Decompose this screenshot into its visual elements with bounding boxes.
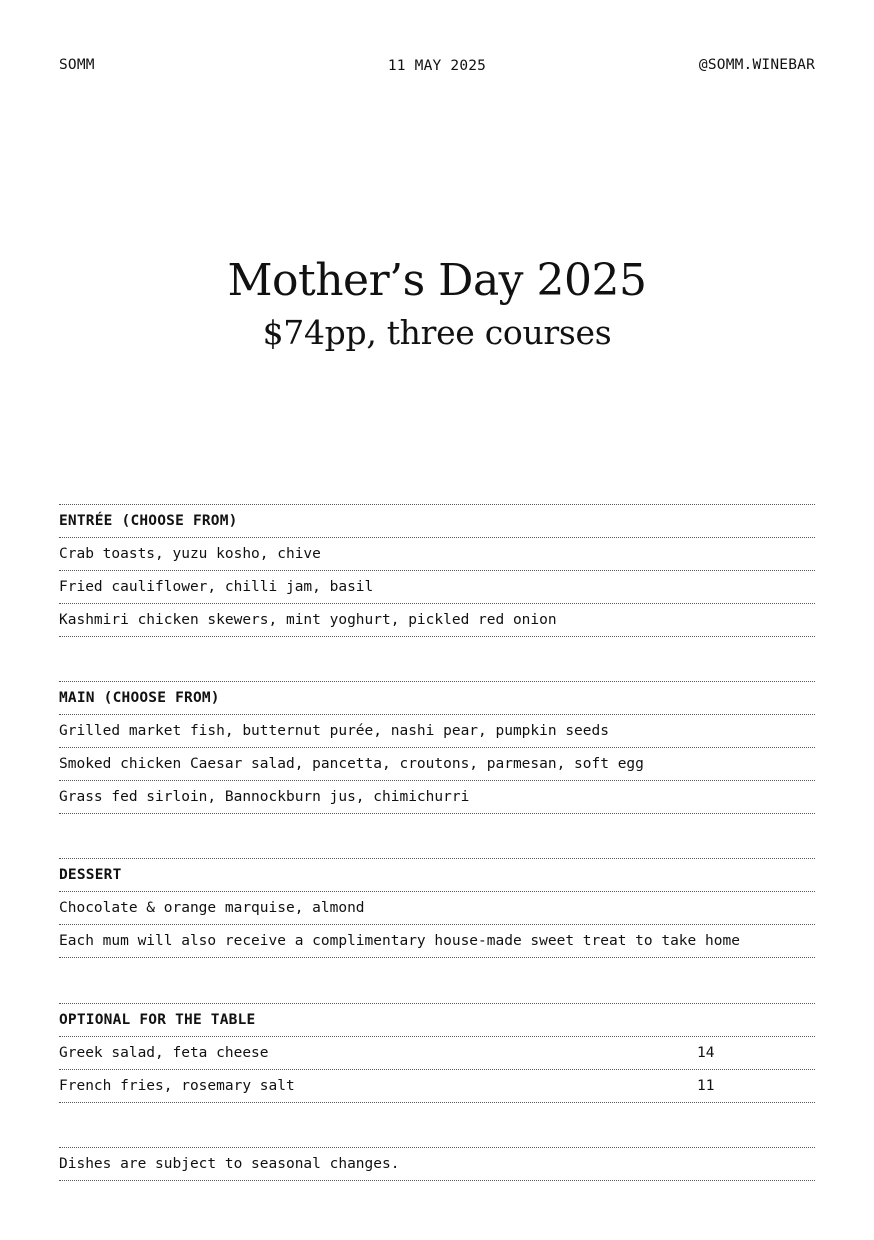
menu-item-price: 14 <box>697 1045 715 1061</box>
section-heading: DESSERT <box>59 859 815 892</box>
menu-item <box>59 1037 815 1070</box>
menu-item: Smoked chicken Caesar salad, pancetta, croutons, parmesan, soft egg <box>59 748 815 781</box>
menu-item-name: Greek salad, feta cheese <box>59 1045 269 1061</box>
social-handle: @SOMM.WINEBAR <box>698 57 815 73</box>
menu-item: Fried cauliflower, chilli jam, basil <box>59 571 815 604</box>
main-section <box>59 681 815 814</box>
footer-note: Dishes are subject to seasonal changes. <box>59 1148 815 1181</box>
menu-item-name: French fries, rosemary salt <box>59 1078 295 1094</box>
optional-section <box>59 1003 815 1103</box>
page-subtitle: $74pp, three courses <box>262 313 612 352</box>
menu-item: Each mum will also receive a complimentary house-made sweet treat to take home <box>59 925 815 958</box>
menu-item: Chocolate & orange marquise, almond <box>59 892 815 925</box>
footer-section <box>59 1147 815 1181</box>
page-header <box>59 57 815 77</box>
menu-item: Grilled market fish, butternut purée, nashi pear, pumpkin seeds <box>59 715 815 748</box>
brand-name: SOMM <box>59 57 95 73</box>
menu-item-price: 11 <box>697 1078 715 1094</box>
section-heading: OPTIONAL FOR THE TABLE <box>59 1004 815 1037</box>
dessert-section <box>59 858 815 958</box>
entree-section <box>59 504 815 637</box>
menu-item <box>59 1070 815 1103</box>
menu-item: Crab toasts, yuzu kosho, chive <box>59 538 815 571</box>
page-title: Mother’s Day 2025 <box>227 255 647 306</box>
event-date: 11 MAY 2025 <box>387 58 487 74</box>
section-heading: MAIN (CHOOSE FROM) <box>59 682 815 715</box>
title-block <box>0 252 874 356</box>
menu-item: Kashmiri chicken skewers, mint yoghurt, pickled red onion <box>59 604 815 637</box>
section-heading: ENTRÉE (CHOOSE FROM) <box>59 505 815 538</box>
menu-item: Grass fed sirloin, Bannockburn jus, chimichurri <box>59 781 815 814</box>
